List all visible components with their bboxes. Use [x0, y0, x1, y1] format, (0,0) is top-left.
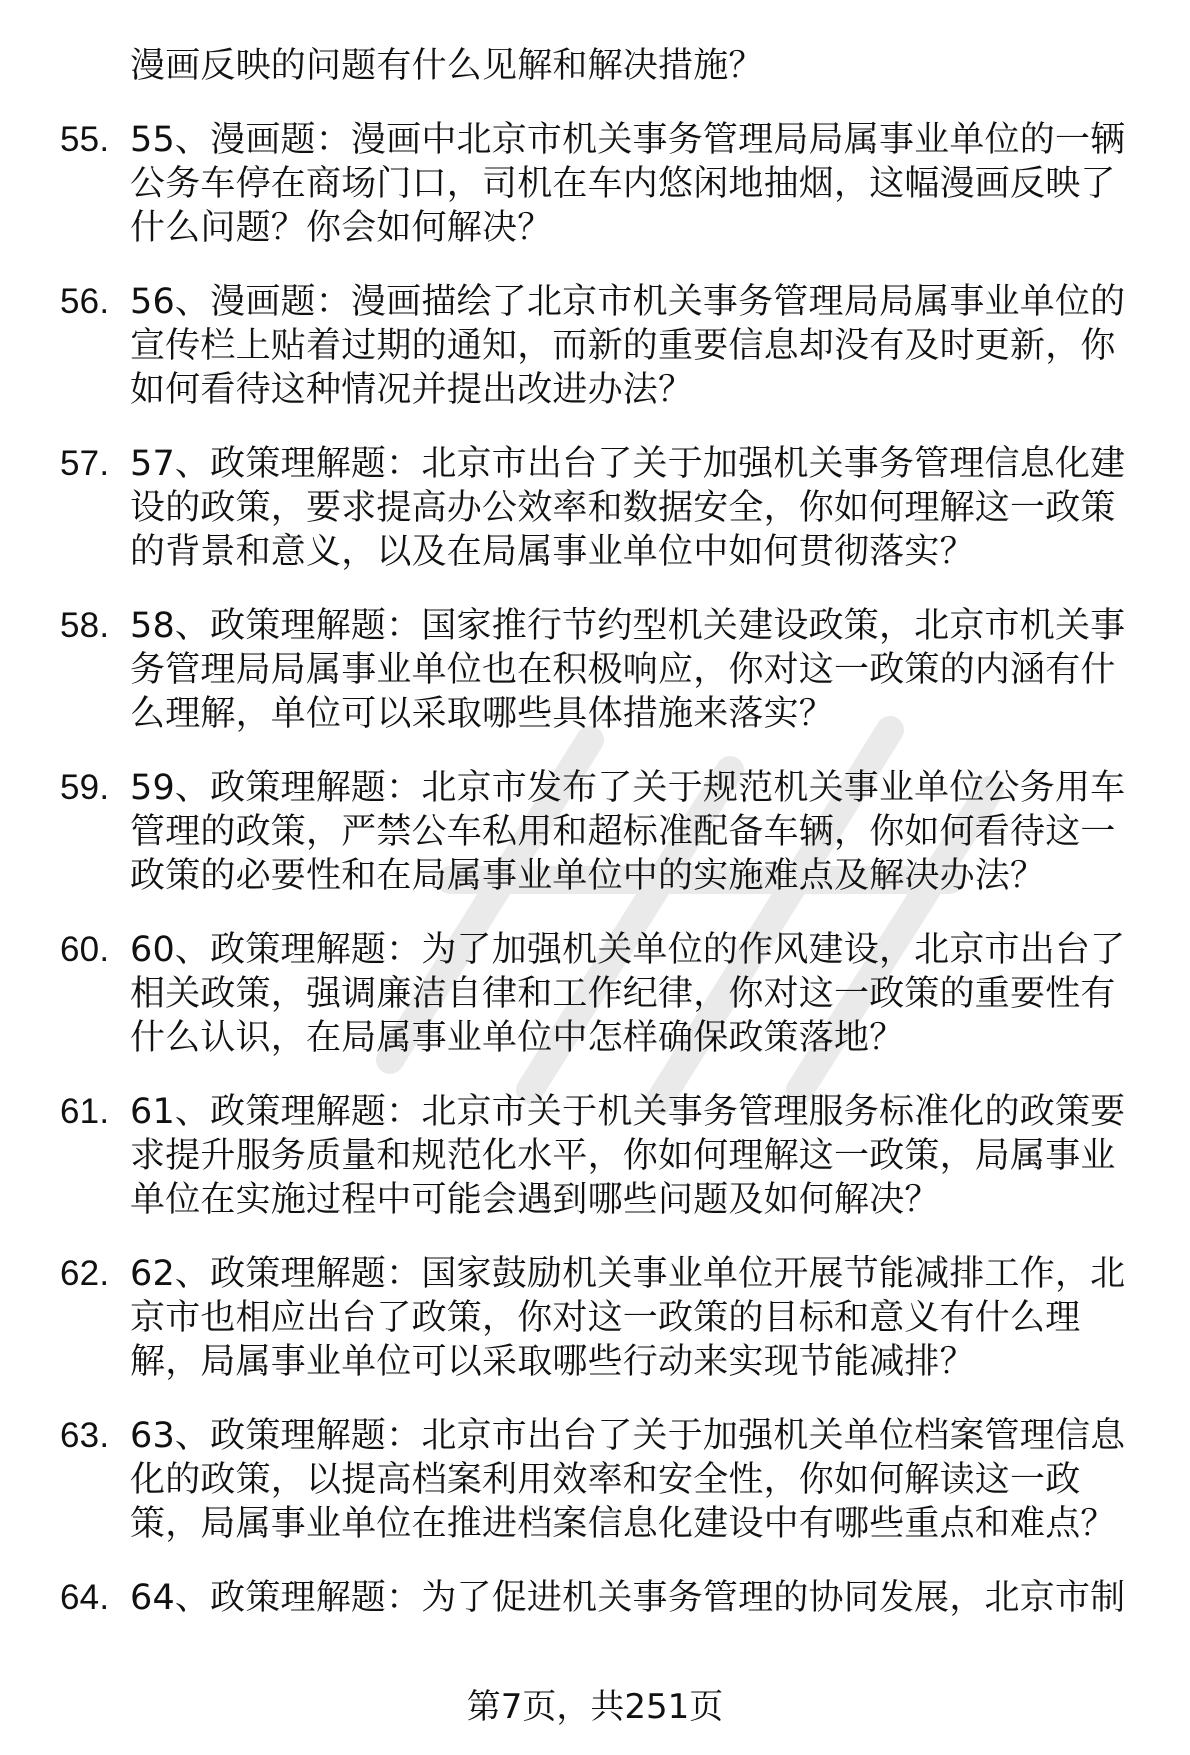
question-text: 57、政策理解题：北京市出台了关于加强机关事务管理信息化建设的政策，要求提高办公效率和数据安全，你如何理解这一政策的背景和意义，以及在局属事业单位中如何贯彻落实？ [130, 444, 1126, 572]
question-text: 61、政策理解题：北京市关于机关事务管理服务标准化的政策要求提升服务质量和规范化水平，你如何理解这一政策，局属事业单位在实施过程中可能会遇到哪些问题及如何解决？ [130, 1092, 1126, 1220]
page-footer: 第7页，共251页 [466, 1687, 724, 1727]
question-number: 61. [60, 1092, 110, 1131]
question-item [60, 442, 1150, 574]
question-text: 60、政策理解题：为了加强机关单位的作风建设，北京市出台了相关政策，强调廉洁自律和工作纪律，你对这一政策的重要性有什么认识，在局属事业单位中怎样确保政策落地？ [130, 930, 1126, 1058]
question-item [60, 766, 1150, 898]
question-item [60, 1414, 1150, 1546]
question-number: 55. [60, 120, 110, 159]
question-number: 58. [60, 606, 110, 645]
question-number: 56. [60, 282, 110, 321]
question-number: 57. [60, 444, 110, 483]
question-list [60, 118, 1150, 1620]
question-text: 56、漫画题：漫画描绘了北京市机关事务管理局局属事业单位的宣传栏上贴着过期的通知，而新的重要信息却没有及时更新，你如何看待这种情况并提出改进办法？ [130, 282, 1126, 410]
question-text: 64、政策理解题：为了促进机关事务管理的协同发展，北京市制 [130, 1578, 1126, 1618]
question-item [60, 928, 1150, 1060]
question-item [60, 118, 1150, 250]
question-text: 59、政策理解题：北京市发布了关于规范机关事业单位公务用车管理的政策，严禁公车私用和超标准配备车辆，你如何看待这一政策的必要性和在局属事业单位中的实施难点及解决办法？ [130, 768, 1126, 896]
question-item [60, 1576, 1150, 1620]
question-number: 63. [60, 1416, 110, 1455]
question-number: 59. [60, 768, 110, 807]
question-text: 58、政策理解题：国家推行节约型机关建设政策，北京市机关事务管理局局属事业单位也在积极响应，你对这一政策的内涵有什么理解，单位可以采取哪些具体措施来落实？ [130, 606, 1126, 734]
question-item [60, 280, 1150, 412]
question-item [60, 604, 1150, 736]
question-text: 62、政策理解题：国家鼓励机关事业单位开展节能减排工作，北京市也相应出台了政策，你对这一政策的目标和意义有什么理解，局属事业单位可以采取哪些行动来实现节能减排？ [130, 1254, 1126, 1382]
question-number: 64. [60, 1578, 110, 1617]
continued-question-text: 漫画反映的问题有什么见解和解决措施？ [130, 46, 764, 86]
document-body [60, 44, 1150, 1650]
question-number: 60. [60, 930, 110, 969]
question-item [60, 1090, 1150, 1222]
question-number: 62. [60, 1254, 110, 1293]
question-item [60, 1252, 1150, 1384]
question-text: 55、漫画题：漫画中北京市机关事务管理局局属事业单位的一辆公务车停在商场门口，司机在车内悠闲地抽烟，这幅漫画反映了什么问题？你会如何解决？ [130, 120, 1126, 248]
question-text: 63、政策理解题：北京市出台了关于加强机关单位档案管理信息化的政策，以提高档案利用效率和安全性，你如何解读这一政策，局属事业单位在推进档案信息化建设中有哪些重点和难点？ [130, 1416, 1126, 1544]
